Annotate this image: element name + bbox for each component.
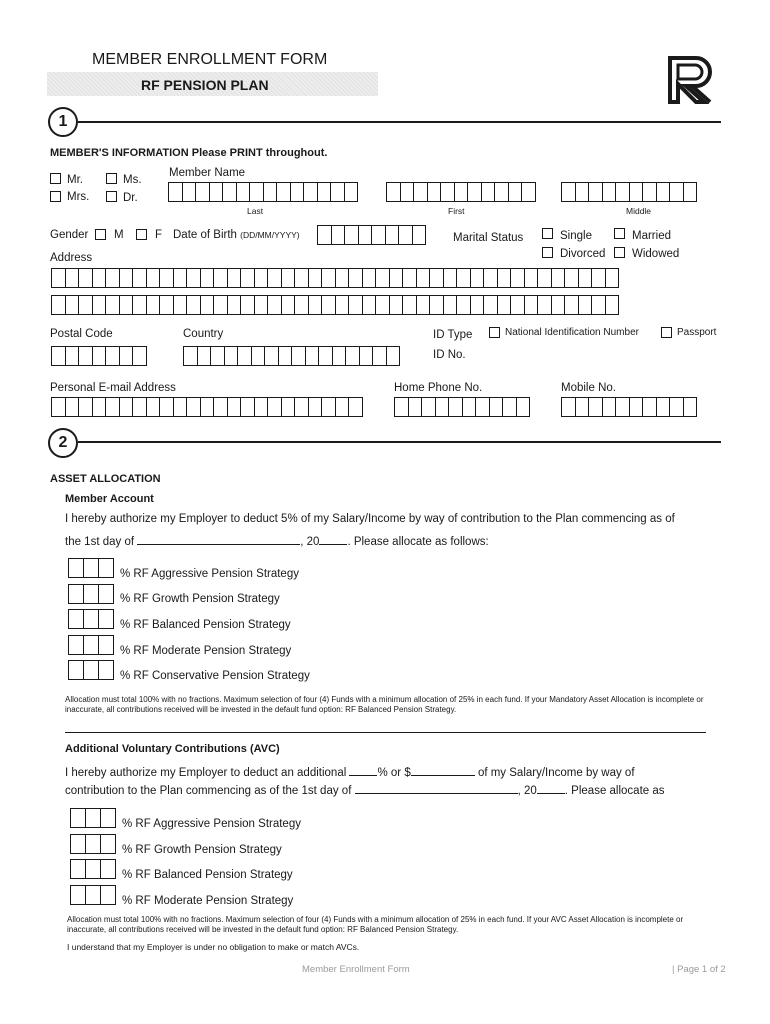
address-line-2-field[interactable] xyxy=(51,295,618,315)
divorced-checkbox[interactable] xyxy=(542,247,553,258)
section-1-divider xyxy=(78,121,721,123)
email-field[interactable] xyxy=(51,397,362,417)
avc-line-2 xyxy=(65,783,665,798)
avc-strategy-balanced-label: % RF Balanced Pension Strategy xyxy=(122,869,293,881)
passport-label: Passport xyxy=(677,327,717,338)
dr-label: Dr. xyxy=(123,192,138,204)
mrs-label: Mrs. xyxy=(67,191,90,203)
marital-status-label: Marital Status xyxy=(453,232,524,244)
passport-checkbox[interactable] xyxy=(661,327,672,338)
id-no-label: ID No. xyxy=(433,349,466,361)
home-phone-field[interactable] xyxy=(394,397,529,417)
mrs-checkbox[interactable] xyxy=(50,191,61,202)
member-name-label: Member Name xyxy=(169,167,246,179)
rf-logo-icon xyxy=(666,54,718,106)
country-field[interactable] xyxy=(183,346,399,366)
avc-percent-blank[interactable] xyxy=(349,765,377,776)
gender-m-label: M xyxy=(114,229,124,241)
balanced-allocation-field[interactable] xyxy=(68,609,113,629)
gender-m-checkbox[interactable] xyxy=(95,229,106,240)
married-checkbox[interactable] xyxy=(614,228,625,239)
ma-line2-a: the 1st day of xyxy=(65,536,135,548)
last-name-field[interactable] xyxy=(168,182,357,202)
avc-line2-a: contribution to the Plan commencing as of the 1st day of xyxy=(65,785,352,797)
mr-label: Mr. xyxy=(67,174,83,186)
avc-moderate-allocation-field[interactable] xyxy=(70,885,115,905)
member-account-line-2 xyxy=(65,534,489,549)
middle-label: Middle xyxy=(626,206,652,216)
members-info-heading: MEMBER'S INFORMATION Please PRINT throughout. xyxy=(50,147,328,159)
ms-label: Ms. xyxy=(123,174,142,186)
avc-strategy-growth-label: % RF Growth Pension Strategy xyxy=(122,844,282,856)
email-label: Personal E-mail Address xyxy=(50,382,176,394)
id-type-label: ID Type xyxy=(433,329,473,341)
dr-checkbox[interactable] xyxy=(106,191,117,202)
avc-line1-c: of my Salary/Income by way of xyxy=(477,767,635,779)
married-label: Married xyxy=(632,230,671,242)
member-account-line-1: I hereby authorize my Employer to deduct 5% of my Salary/Income by way of contribution to the Plan commencing as of xyxy=(65,513,675,525)
avc-heading: Additional Voluntary Contributions (AVC) xyxy=(65,743,280,755)
single-checkbox[interactable] xyxy=(542,228,553,239)
home-phone-label: Home Phone No. xyxy=(394,382,483,394)
strategy-growth-label: % RF Growth Pension Strategy xyxy=(120,593,280,605)
first-name-field[interactable] xyxy=(386,182,535,202)
avc-divider xyxy=(65,732,706,733)
avc-balanced-allocation-field[interactable] xyxy=(70,859,115,879)
aggressive-allocation-field[interactable] xyxy=(68,558,113,578)
strategy-conservative-label: % RF Conservative Pension Strategy xyxy=(120,670,310,682)
divorced-label: Divorced xyxy=(560,248,606,260)
avc-amount-blank[interactable] xyxy=(411,765,475,776)
mobile-field[interactable] xyxy=(561,397,696,417)
asset-allocation-heading: ASSET ALLOCATION xyxy=(50,473,161,485)
gender-f-checkbox[interactable] xyxy=(136,229,147,240)
ma-line2-b: , 20 xyxy=(300,536,320,548)
member-account-heading: Member Account xyxy=(65,493,154,505)
avc-aggressive-allocation-field[interactable] xyxy=(70,808,115,828)
avc-strategy-aggressive-label: % RF Aggressive Pension Strategy xyxy=(122,818,301,830)
avc-understand-text: I understand that my Employer is under no obligation to make or match AVCs. xyxy=(67,942,360,952)
strategy-balanced-label: % RF Balanced Pension Strategy xyxy=(120,619,291,631)
member-start-year-blank[interactable] xyxy=(319,534,347,545)
widowed-checkbox[interactable] xyxy=(614,247,625,258)
section-2-badge: 2 xyxy=(48,428,78,458)
mobile-label: Mobile No. xyxy=(561,382,616,394)
dob-field[interactable] xyxy=(317,225,425,245)
postal-code-label: Postal Code xyxy=(50,328,113,340)
gender-label: Gender xyxy=(50,229,89,241)
footer-page-number: | Page 1 of 2 xyxy=(672,964,726,975)
member-allocation-note: Allocation must total 100% with no fractions. Maximum selection of four (4) Funds with a minimum allocation of 25% in each fund. If your Mandatory Asset Allocation is incomplete or inaccurate, all contributions received will be invested in the default fund option: RF Balanced Pension Strategy. xyxy=(65,695,704,714)
section-1-badge: 1 xyxy=(48,107,78,137)
ms-checkbox[interactable] xyxy=(106,173,117,184)
dob-label xyxy=(173,230,300,242)
avc-line2-b: , 20 xyxy=(517,785,537,797)
gender-f-label: F xyxy=(155,229,163,241)
last-label: Last xyxy=(247,206,264,216)
ma-line2-c: . Please allocate as follows: xyxy=(347,536,489,548)
strategy-aggressive-label: % RF Aggressive Pension Strategy xyxy=(120,568,299,580)
national-id-checkbox[interactable] xyxy=(489,327,500,338)
section-2-divider xyxy=(78,441,721,443)
conservative-allocation-field[interactable] xyxy=(68,660,113,680)
country-label: Country xyxy=(183,328,224,340)
dob-format: (DD/MM/YYYY) xyxy=(240,230,300,240)
address-label: Address xyxy=(50,252,93,264)
avc-strategy-moderate-label: % RF Moderate Pension Strategy xyxy=(122,895,294,907)
dob-label-text: Date of Birth xyxy=(173,229,237,241)
single-label: Single xyxy=(560,230,592,242)
avc-line1-a: I hereby authorize my Employer to deduct an additional xyxy=(65,767,347,779)
avc-allocation-note: Allocation must total 100% with no fractions. Maximum selection of four (4) Funds with a minimum allocation of 25% in each fund. If your AVC Asset Allocation is incomplete or inaccurate, all contributions received will be invested in the default fund option: RF Balanced Pension Strategy. xyxy=(67,915,684,934)
postal-code-field[interactable] xyxy=(51,346,146,366)
growth-allocation-field[interactable] xyxy=(68,584,113,604)
national-id-label: National Identification Number xyxy=(505,327,639,338)
moderate-allocation-field[interactable] xyxy=(68,635,113,655)
mr-checkbox[interactable] xyxy=(50,173,61,184)
form-title: MEMBER ENROLLMENT FORM xyxy=(92,51,328,68)
address-line-1-field[interactable] xyxy=(51,268,618,288)
plan-name: RF PENSION PLAN xyxy=(141,77,269,93)
widowed-label: Widowed xyxy=(632,248,680,260)
footer-form-name: Member Enrollment Form xyxy=(302,964,410,975)
strategy-moderate-label: % RF Moderate Pension Strategy xyxy=(120,645,292,657)
first-label: First xyxy=(448,206,465,216)
avc-line2-c: . Please allocate as xyxy=(564,785,665,797)
avc-start-date-blank[interactable] xyxy=(355,783,518,794)
avc-growth-allocation-field[interactable] xyxy=(70,834,115,854)
avc-line-1 xyxy=(65,765,635,780)
avc-start-year-blank[interactable] xyxy=(537,783,565,794)
avc-line1-b: % or $ xyxy=(377,767,411,779)
member-start-date-blank[interactable] xyxy=(137,534,300,545)
middle-name-field[interactable] xyxy=(561,182,696,202)
